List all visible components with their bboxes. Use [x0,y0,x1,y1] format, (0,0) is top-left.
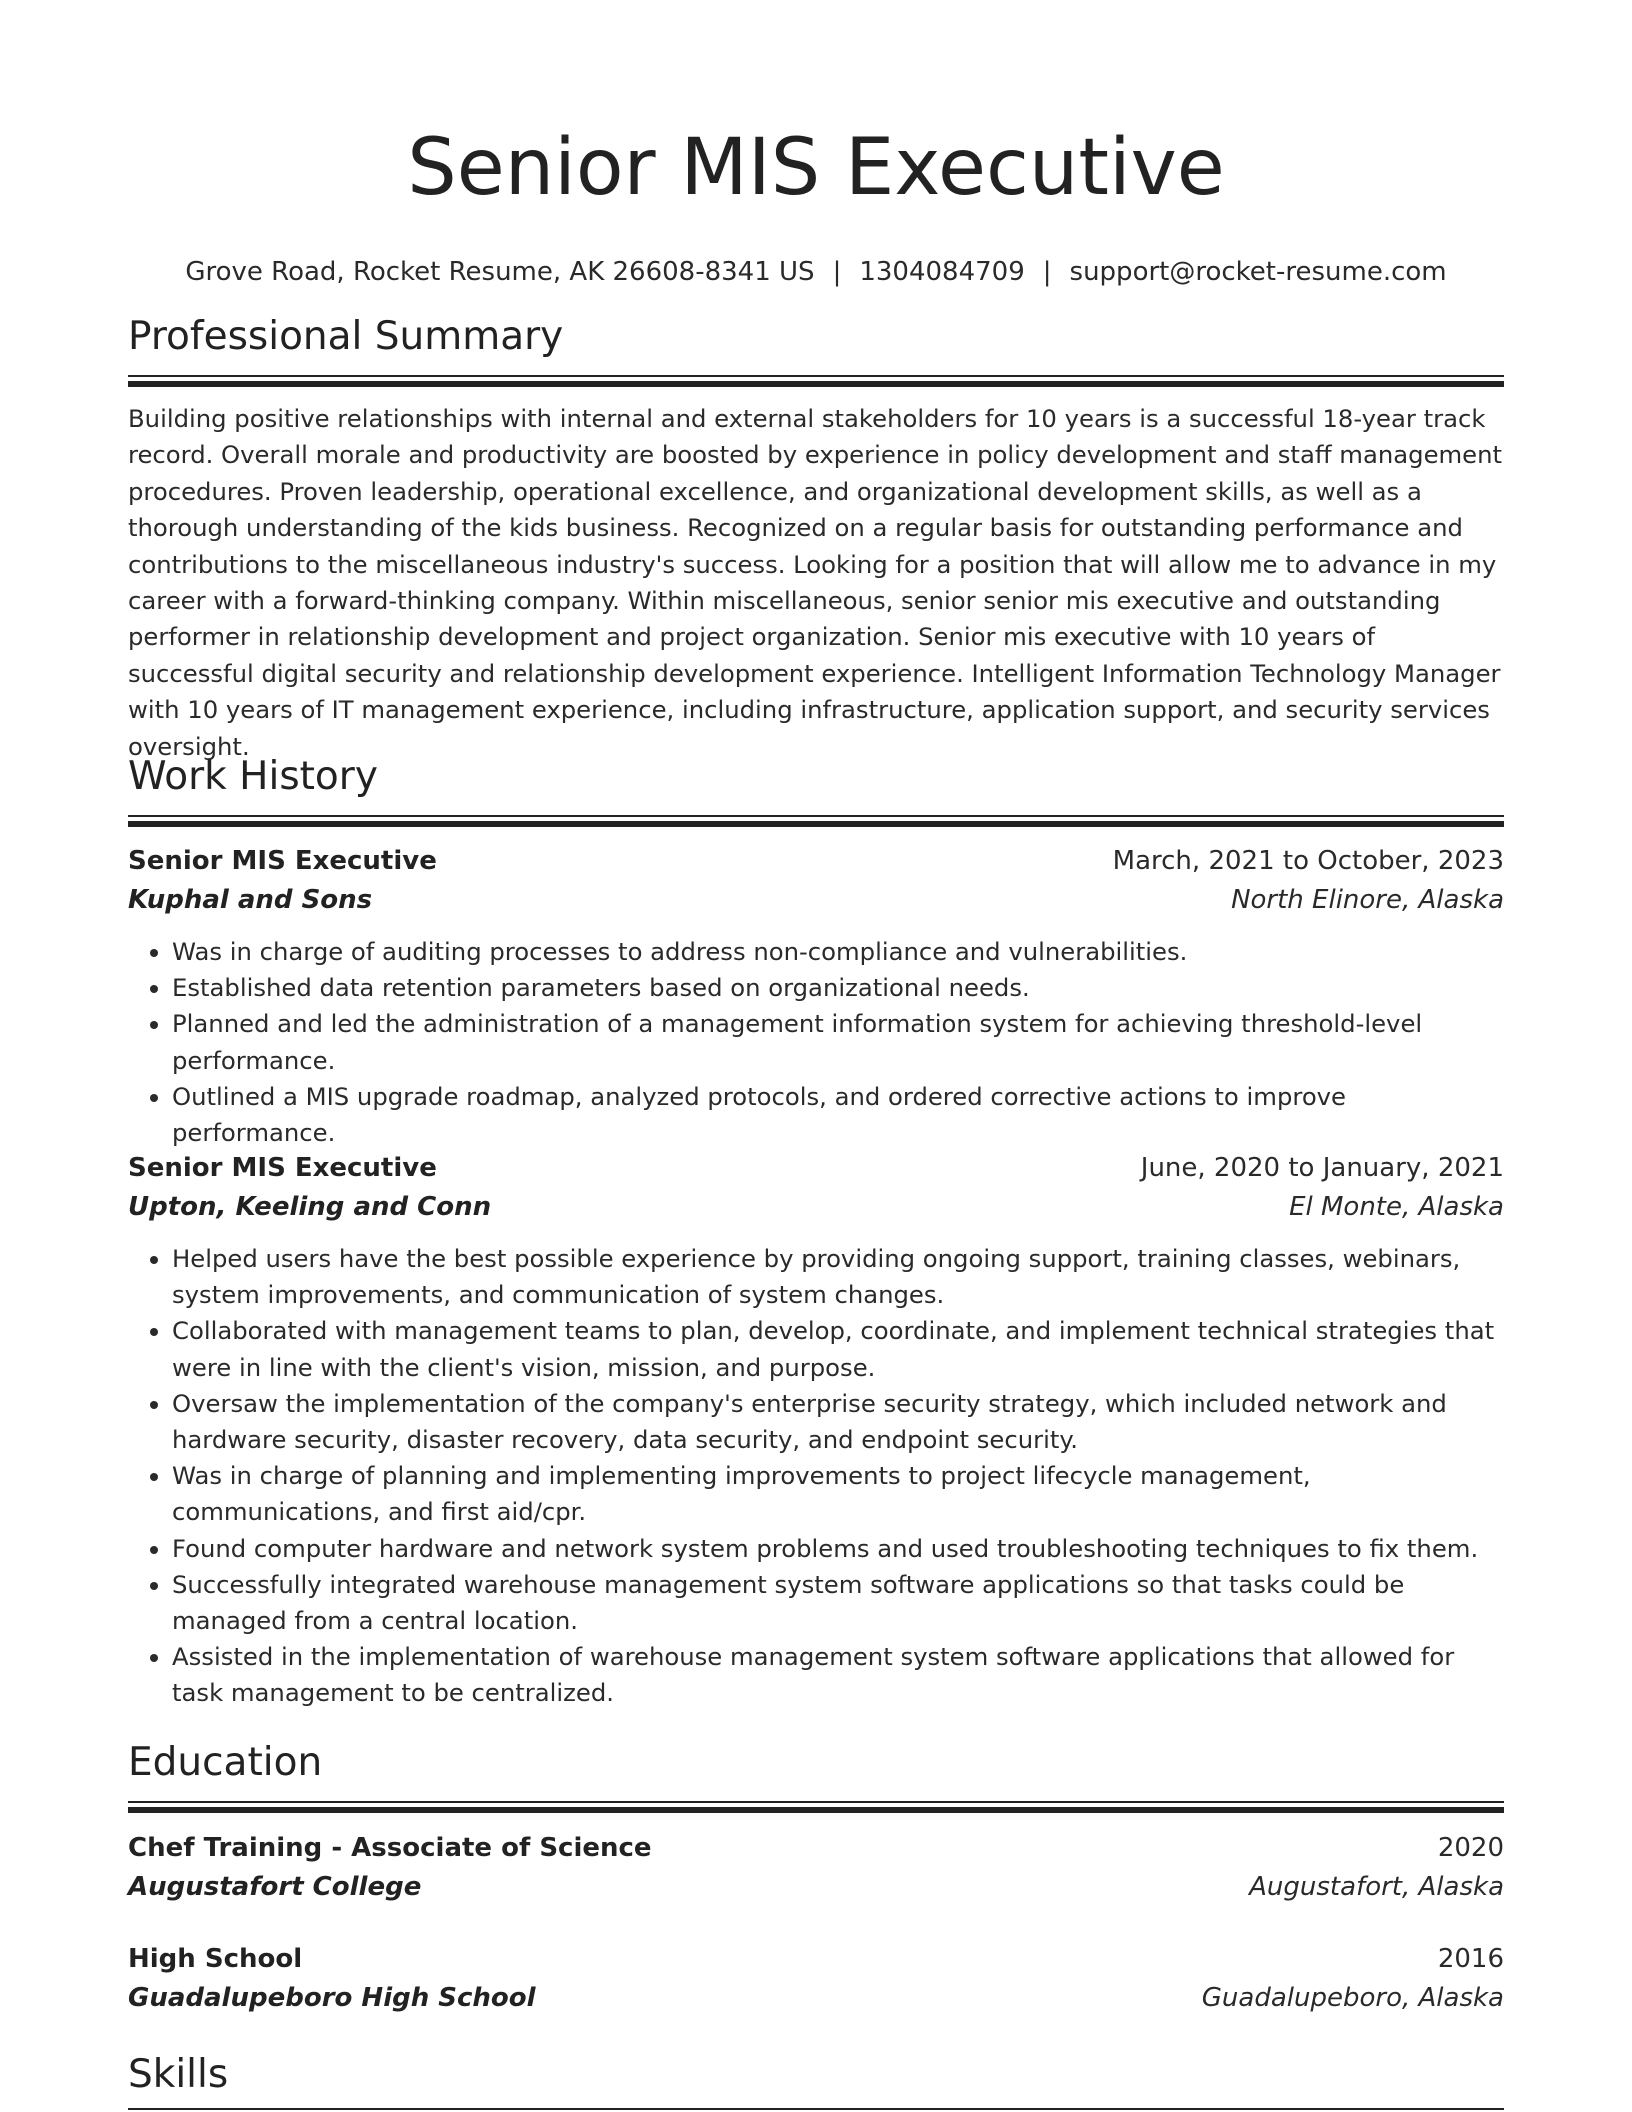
section-title-skills: Skills [128,2052,229,2097]
skills-section [128,2050,1504,2110]
job-bullets [128,1241,1504,1712]
job-company: Kuphal and Sons [128,885,373,915]
job-dates: June, 2020 to January, 2021 [1140,1153,1504,1183]
contact-separator: | [832,257,842,287]
job-location: North Elinore, Alaska [1231,885,1504,915]
job-title: Senior MIS Executive [128,1153,437,1183]
contact-line [128,254,1504,290]
education-section [128,1738,1504,1813]
list-item: • Collaborated with management teams to plan, develop, coordinate, and implement technical strategies that were in line with the client's vision, mission, and purpose. [172,1313,1504,1385]
education-school: Guadalupeboro High School [128,1983,536,2013]
contact-separator: | [1042,257,1052,287]
section-divider [128,2108,1504,2110]
resume-page [128,0,1504,2097]
section-divider [128,381,1504,387]
job-entry [128,1149,1504,1712]
education-year: 2016 [1437,1944,1504,1974]
contact-email: support@rocket-resume.com [1069,257,1447,287]
education-entry [128,1940,1504,2018]
contact-phone: 1304084709 [859,257,1025,287]
education-degree: High School [128,1944,303,1974]
work-history-section [128,752,1504,827]
list-item: • Planned and led the administration of a management information system for achieving threshold-level performance. [172,1006,1504,1078]
contact-address: Grove Road, Rocket Resume, AK 26608-8341 US [185,257,815,287]
section-title-education: Education [128,1740,323,1785]
section-title-work-history: Work History [128,754,378,799]
list-item: • Assisted in the implementation of warehouse management system software applications that allowed for task management to be centralized. [172,1639,1504,1711]
section-divider [128,1801,1504,1803]
summary-text: Building positive relationships with internal and external stakeholders for 10 years is a successful 18-year track record. Overall morale and productivity are boosted by experience in policy development and staff management procedures. Proven leadership, operational excellence, and organizational development skills, as well as a thorough understanding of the kids business. Recognized on a regular basis for outstanding performance and contributions to the miscellaneous industry's success. Looking for a position that will allow me to advance in my career with a forward-thinking company. Within miscellaneous, senior senior mis executive and outstanding performer in relationship development and project organization. Senior mis executive with 10 years of successful digital security and relationship development experience. Intelligent Information Technology Manager with 10 years of IT management experience, including infrastructure, application support, and security services oversight. [128,404,1503,761]
education-location: Augustafort, Alaska [1249,1872,1504,1902]
candidate-name: Senior MIS Executive [407,123,1225,213]
education-degree: Chef Training - Associate of Science [128,1833,652,1863]
list-item: • Established data retention parameters based on organizational needs. [172,970,1504,1006]
section-divider [128,815,1504,817]
section-title-summary: Professional Summary [128,314,564,359]
list-item: • Successfully integrated warehouse management system software applications so that tasks could be managed from a central location. [172,1567,1504,1639]
list-item: • Was in charge of planning and implementing improvements to project lifecycle management, communications, and first aid/cpr. [172,1458,1504,1530]
summary-section [128,312,1504,765]
job-bullets [128,934,1504,1151]
job-company: Upton, Keeling and Conn [128,1192,492,1222]
list-item: • Was in charge of auditing processes to address non-compliance and vulnerabilities. [172,934,1504,970]
education-entry [128,1829,1504,1907]
education-school: Augustafort College [128,1872,422,1902]
job-location: El Monte, Alaska [1289,1192,1504,1222]
list-item: • Found computer hardware and network system problems and used troubleshooting techniques to fix them. [172,1531,1504,1567]
education-location: Guadalupeboro, Alaska [1201,1983,1504,2013]
section-divider [128,1807,1504,1813]
section-divider [128,375,1504,377]
section-divider [128,821,1504,827]
list-item: • Oversaw the implementation of the company's enterprise security strategy, which included network and hardware security, disaster recovery, data security, and endpoint security. [172,1386,1504,1458]
job-entry [128,842,1504,1151]
list-item: • Helped users have the best possible experience by providing ongoing support, training classes, webinars, system improvements, and communication of system changes. [172,1241,1504,1313]
job-title: Senior MIS Executive [128,846,437,876]
list-item: • Outlined a MIS upgrade roadmap, analyzed protocols, and ordered corrective actions to improve performance. [172,1079,1504,1151]
job-dates: March, 2021 to October, 2023 [1112,846,1504,876]
education-year: 2020 [1437,1833,1504,1863]
